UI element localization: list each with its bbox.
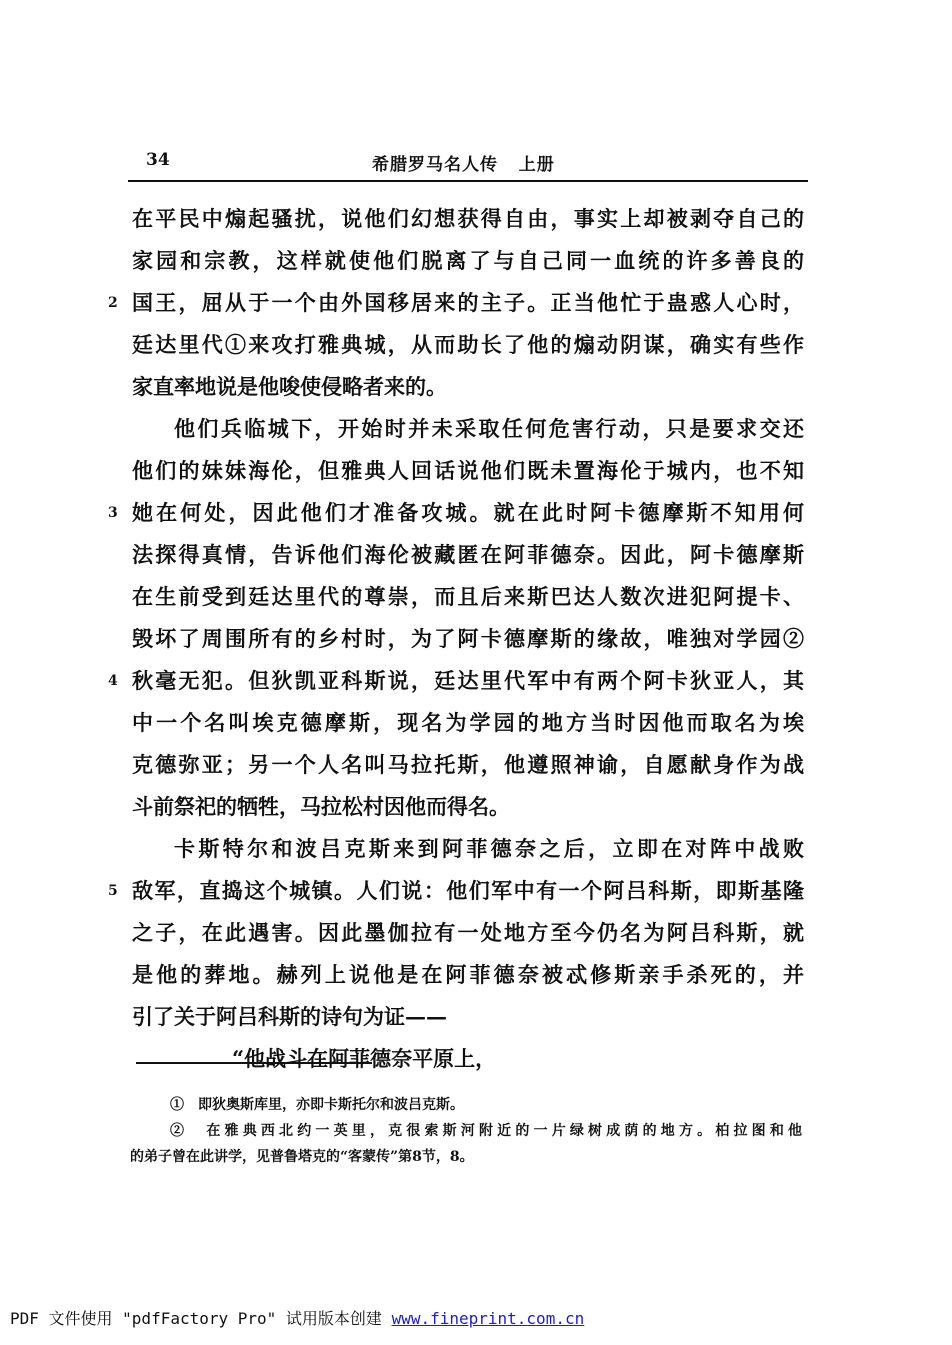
line-text: 国王，屈从于一个由外国移居来的主子。正当他忙于蛊惑人心时， [132, 290, 804, 315]
text-line [132, 450, 804, 492]
text-line [132, 576, 804, 618]
line-text: 法探得真情，告诉他们海伦被藏匿在阿菲德奈。因此，阿卡德摩斯 [132, 542, 804, 567]
line-text: 在生前受到廷达里代的尊崇，而且后来斯巴达人数次进犯阿提卡、 [132, 584, 804, 609]
text-line [132, 240, 804, 282]
text-line [132, 786, 804, 828]
line-text: 中一个名叫埃克德摩斯，现名为学园的地方当时因他而取名为埃 [132, 710, 804, 735]
text-line [108, 282, 804, 324]
text-line [132, 324, 804, 366]
text-line [132, 366, 804, 408]
margin-section-number: 3 [108, 505, 118, 521]
running-header [0, 150, 952, 176]
text-line [132, 198, 804, 240]
footnote-line: 的弟子曾在此讲学，见普鲁塔克的“客蒙传”第8节，8。 [130, 1149, 474, 1165]
footer-text: PDF 文件使用 "pdfFactory Pro" 试用版本创建 [10, 1309, 392, 1328]
text-line [132, 828, 804, 870]
line-text: 他们的妹妹海伦，但雅典人回话说他们既未置海伦于城内，也不知 [132, 458, 804, 483]
text-line [132, 744, 804, 786]
text-line [132, 996, 804, 1038]
text-line [132, 618, 804, 660]
margin-section-number: 4 [108, 673, 118, 689]
margin-section-number: 5 [108, 883, 118, 899]
page-number: 34 [146, 150, 170, 170]
text-line [132, 534, 804, 576]
text-line [108, 492, 804, 534]
body-text [108, 198, 804, 1080]
text-line [108, 870, 804, 912]
line-text: 在平民中煽起骚扰，说他们幻想获得自由，事实上却被剥夺自己的 [132, 206, 804, 231]
text-line [132, 954, 804, 996]
line-text: 敌军，直捣这个城镇。人们说：他们军中有一个阿吕科斯，即斯基隆 [132, 878, 804, 903]
line-text: 家园和宗教，这样就使他们脱离了与自己同一血统的许多善良的 [132, 248, 804, 273]
header-rule [128, 180, 808, 182]
footnote-line: ① 即狄奥斯库里，亦即卡斯托尔和波吕克斯。 [170, 1097, 464, 1113]
book-title: 希腊罗马名人传 上册 [372, 155, 555, 175]
line-text: 毁坏了周围所有的乡村时，为了阿卡德摩斯的缘故，唯独对学园② [132, 626, 804, 651]
line-text: 廷达里代①来攻打雅典城，从而助长了他的煽动阴谋，确实有些作 [132, 332, 804, 357]
line-text: 家直率地说是他唆使侵略者来的。 [132, 374, 447, 399]
line-text: 他们兵临城下，开始时并未采取任何危害行动，只是要求交还 [174, 416, 804, 441]
footnote-line: ② 在雅典西北约一英里，克很索斯河附近的一片绿树成荫的地方。柏拉图和他 [170, 1123, 802, 1139]
line-text: 斗前祭祀的牺牲，马拉松村因他而得名。 [132, 794, 510, 819]
footer-link[interactable]: www.fineprint.com.cn [391, 1309, 585, 1328]
line-text: 是他的葬地。赫列上说他是在阿菲德奈被忒修斯亲手杀死的，并 [132, 962, 804, 987]
line-text: 卡斯特尔和波吕克斯来到阿菲德奈之后，立即在对阵中战败 [174, 836, 804, 861]
text-line [132, 912, 804, 954]
line-text: 秋毫无犯。但狄凯亚科斯说，廷达里代军中有两个阿卡狄亚人，其 [132, 668, 804, 693]
footnotes [130, 1092, 802, 1170]
line-text: 引了关于阿吕科斯的诗句为证—— [132, 1004, 447, 1029]
verse-line [132, 1038, 804, 1080]
pdf-footer [10, 1306, 942, 1329]
line-text: 她在何处，因此他们才准备攻城。就在此时阿卡德摩斯不知用何 [132, 500, 804, 525]
margin-section-number: 2 [108, 295, 118, 311]
line-text: “他战斗在阿菲德奈平原上， [232, 1046, 497, 1071]
line-text: 克德弥亚；另一个人名叫马拉托斯，他遵照神谕，自愿献身作为战 [132, 752, 804, 777]
text-line [132, 702, 804, 744]
text-line [132, 408, 804, 450]
text-line [108, 660, 804, 702]
footnote-rule [136, 1062, 372, 1064]
line-text: 之子，在此遇害。因此墨伽拉有一处地方至今仍名为阿吕科斯，就 [132, 920, 804, 945]
